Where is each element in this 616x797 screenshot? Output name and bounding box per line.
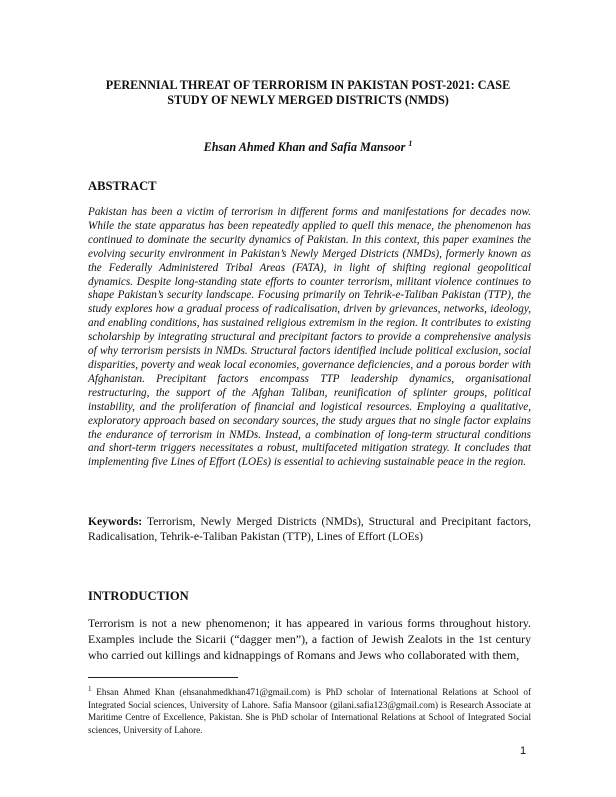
abstract-heading: ABSTRACT [88,179,157,193]
abstract-text: Pakistan has been a victim of terrorism in different forms and manifestations for decades now. While the state apparatus has been repeatedly applied to quell this menace, the phenomenon has continued to dominate the security dynamics of Pakistan. In this context, this paper examines the evolving security environment in Pakistan’s Newly Merged Districts (NMDs), formerly known as the Federally Administered Tribal Areas (FATA), in light of shifting regional geopolitical dynamics. Despite long-standing state efforts to counter terrorism, militant violence continues to shape Pakistan’s security landscape. Focusing primarily on Tehrik-e-Taliban Pakistan (TTP), the study explores how a gradual process of radicalisation, driven by grievances, networks, ideology, and enabling conditions, has sustained religious extremism in the region. It contributes to existing scholarship by integrating structural and precipitant factors to provide a comprehensive analysis of why terrorism persists in NMDs. Structural factors identified include political exclusion, social disparities, poverty and weak local economies, governance deficiencies, and a porous border with Afghanistan. Precipitant factors encompass TTP leadership dynamics, organisational restructuring, the support of the Afghan Taliban, reunification of splinter groups, political instability, and the proliferation of financial and logistical resources. Employing a qualitative, exploratory approach based on secondary sources, the study argues that no single factor explains the endurance of terrorism in NMDs. Instead, a combination of long-term structural conditions and short-term triggers necessitates a robust, multifaceted mitigation strategy. It concludes that implementing five Lines of Effort (LOEs) is essential to achieving sustainable peace in the region. [88,206,531,469]
author-footnote-mark: 1 [408,139,413,148]
page-number: 1 [520,745,527,757]
keywords-paragraph [88,515,531,544]
introduction-text: Terrorism is not a new phenomenon; it has appeared in various forms throughout history. Examples include the Sicarii (“dagger men”), a faction of Jewish Zealots in the 1st century who carried out killings and kidnappings of Romans and Jews who collaborated with them, [88,616,531,662]
footnote [88,683,531,736]
footnote-text: Ehsan Ahmed Khan (ehsanahmedkhan471@gmail.com) is PhD scholar of International Relations at School of Integrated Social sciences, University of Lahore. Safia Mansoor (gilani.safia123@gmail.com) is Research Associate at Maritime Centre of Excellence, Pakistan. She is PhD scholar of International Relations at School of Integrated Social sciences, University of Lahore. [88,687,532,735]
footnote-separator [88,677,238,678]
footnote-mark: 1 [88,685,92,693]
keywords-label: Keywords: [88,515,143,528]
author-names: Ehsan Ahmed Khan and Safia Mansoor [203,140,406,155]
paper-title: PERENNIAL THREAT OF TERRORISM IN PAKISTAN POST-2021: CASE STUDY OF NEWLY MERGED DISTRICTS (NMDS) [105,78,511,107]
author-line [88,139,528,155]
keywords-text: Terrorism, Newly Merged Districts (NMDs), Structural and Precipitant factors, Radicalisation, Tehrik-e-Taliban Pakistan (TTP), Lines of Effort (LOEs) [88,515,531,543]
introduction-heading: INTRODUCTION [88,589,189,603]
